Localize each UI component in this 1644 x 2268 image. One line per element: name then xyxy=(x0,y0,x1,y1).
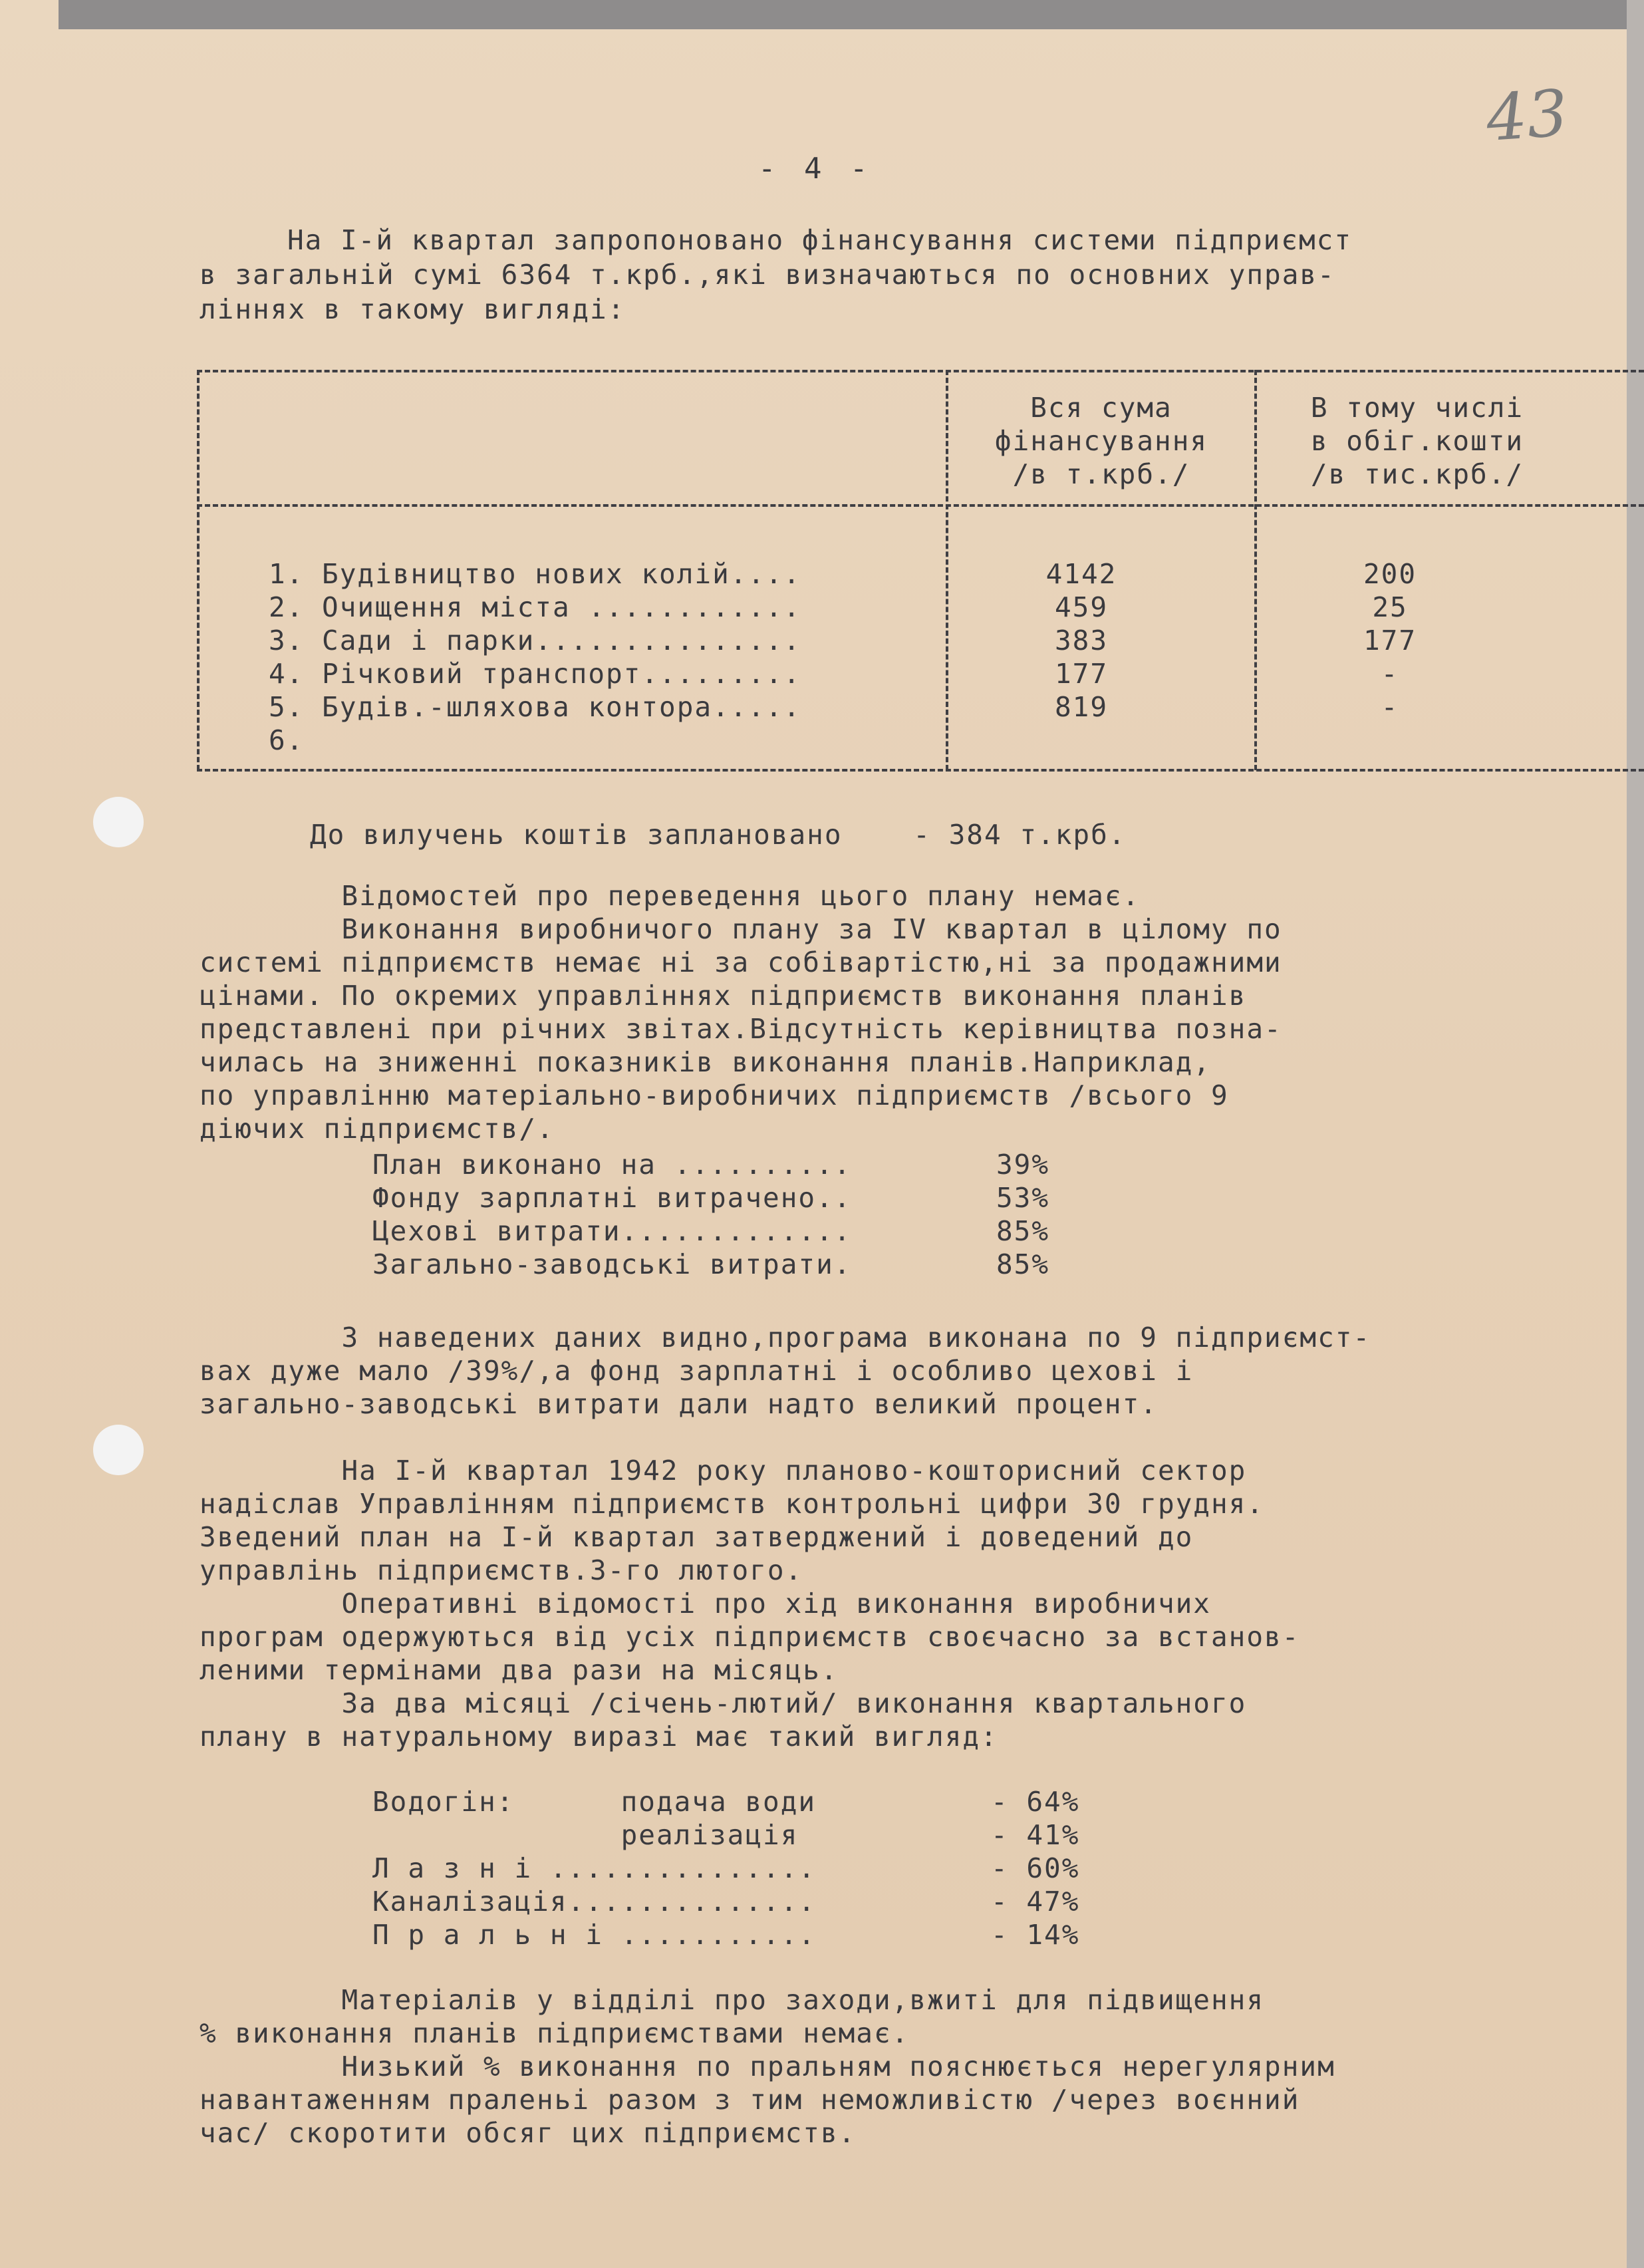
text-line: леними термінами два рази на місяць. xyxy=(200,1654,839,1686)
text-line: цінами. По окремих управліннях підприємств виконання планів xyxy=(200,980,1247,1012)
table-border xyxy=(197,370,1644,372)
text-line: надіслав Управлінням підприємств контрольні цифри 30 грудня. xyxy=(200,1488,1265,1520)
text-line: діючих підприємств/. xyxy=(200,1113,555,1145)
stat-label: Загально-заводські витрати. xyxy=(372,1248,852,1280)
row-label: 1. Будівництво нових колій.... xyxy=(269,558,801,590)
withdrawal-line: До вилучень коштів заплановано - 384 т.крб. xyxy=(310,819,1127,851)
stat-value: - 14% xyxy=(991,1919,1080,1951)
archive-page-number: 43 xyxy=(1484,75,1570,156)
text-line: Виконання виробничого плану за IV квартал в цілому по xyxy=(200,913,1282,945)
stat-label: реалізація xyxy=(372,1819,817,1851)
stat-value: - 64% xyxy=(991,1786,1080,1818)
stat-value: - 47% xyxy=(991,1886,1080,1917)
stat-value: 85% xyxy=(996,1215,1050,1247)
text-line: ліннях в такому вигляді: xyxy=(200,293,626,325)
text-line: навантаженням праленьі разом з тим неможливістю /через воєнний xyxy=(200,2084,1300,2116)
header-total-line: Вся сума xyxy=(1030,392,1172,424)
text-line: Матеріалів у відділі про заходи,вжиті для підвищення xyxy=(200,1984,1265,2016)
text-line: Зведений план на І-й квартал затверджений і доведений до xyxy=(200,1521,1194,1553)
stat-value: - 60% xyxy=(991,1852,1080,1884)
table-border xyxy=(197,769,1644,772)
text-line: вах дуже мало /39%/,а фонд зарплатні і особливо цехові і xyxy=(200,1355,1194,1387)
table-border xyxy=(197,504,1644,507)
row-working: 177 xyxy=(1363,625,1417,656)
text-line: % виконання планів підприємствами немає. xyxy=(200,2017,910,2049)
row-label: 4. Річковий транспорт......... xyxy=(269,658,801,690)
row-total: 4142 xyxy=(1045,558,1117,590)
text-line: плану в натуральному виразі має такий вигляд: xyxy=(200,1721,998,1753)
financing-table xyxy=(197,370,1644,772)
row-total: 383 xyxy=(1054,625,1109,656)
page-number: - 4 - xyxy=(758,152,873,186)
row-label: 6. xyxy=(269,724,305,756)
row-total: 177 xyxy=(1054,658,1109,690)
row-total: 459 xyxy=(1054,591,1109,623)
header-total-line: фінансування xyxy=(994,425,1208,457)
table-border xyxy=(197,370,200,770)
text-line: в загальній сумі 6364 т.крб.,які визначаються по основних управ- xyxy=(200,259,1335,291)
text-line: по управлінню матеріально-виробничих підприємств /всього 9 xyxy=(200,1079,1229,1111)
row-label: 3. Сади і парки............... xyxy=(269,625,801,656)
stat-label: Каналізація.............. xyxy=(372,1886,817,1917)
text-line: представлені при річних звітах.Відсутність керівництва позна- xyxy=(200,1013,1282,1045)
stat-label: Л а з н і ............... xyxy=(372,1852,817,1884)
stat-value: 53% xyxy=(996,1182,1050,1214)
stat-label: Водогін: подача води xyxy=(372,1786,817,1818)
text-line: Відомостей про переведення цього плану немає. xyxy=(200,880,1141,912)
text-line: час/ скоротити обсяг цих підприємств. xyxy=(200,2117,857,2149)
stat-value: - 41% xyxy=(991,1819,1080,1851)
punch-hole xyxy=(93,797,144,847)
text-line: програм одержуються від усіх підприємств своєчасно за встанов- xyxy=(200,1621,1300,1653)
stat-label: Цехові витрати............. xyxy=(372,1215,852,1247)
text-line: управлінь підприємств.3-го лютого. xyxy=(200,1554,803,1586)
row-label: 2. Очищення міста ............ xyxy=(269,591,801,623)
row-working: 200 xyxy=(1363,558,1417,590)
header-total-line: /в т.крб./ xyxy=(1012,458,1190,490)
text-line: З наведених даних видно,програма виконана по 9 підприємст- xyxy=(200,1322,1371,1353)
punch-hole xyxy=(93,1425,144,1475)
row-label: 5. Будів.-шляхова контора..... xyxy=(269,691,801,723)
text-line: За два місяці /січень-лютий/ виконання квартального xyxy=(200,1687,1247,1719)
text-line: загально-заводські витрати дали надто великий процент. xyxy=(200,1388,1158,1420)
stat-value: 85% xyxy=(996,1248,1050,1280)
text-line: Низький % виконання по пральням пояснюється нерегулярним xyxy=(200,2051,1335,2082)
text-line: Оперативні відомості про хід виконання виробничих xyxy=(200,1588,1211,1620)
header-working-line: в обіг.кошти xyxy=(1310,425,1524,457)
stat-label: План виконано на .......... xyxy=(372,1149,852,1181)
text-line: системі підприємств немає ні за собівартістю,ні за продажними xyxy=(200,946,1282,978)
text-line: На І-й квартал 1942 року планово-кошторисний сектор xyxy=(200,1455,1247,1487)
scan-right-edge xyxy=(1627,0,1644,2268)
stat-label: П р а л ь н і ........... xyxy=(372,1919,817,1951)
row-working: - xyxy=(1381,691,1399,723)
text-line: На І-й квартал запропоновано фінансування системи підприємст xyxy=(287,224,1353,256)
row-total: 819 xyxy=(1054,691,1109,723)
header-working-line: В тому числі xyxy=(1310,392,1524,424)
row-working: 25 xyxy=(1372,591,1408,623)
stat-value: 39% xyxy=(996,1149,1050,1181)
header-working-line: /в тис.крб./ xyxy=(1310,458,1524,490)
stat-label: Фонду зарплатні витрачено.. xyxy=(372,1182,852,1214)
row-working: - xyxy=(1381,658,1399,690)
scan-top-edge xyxy=(59,0,1644,29)
text-line: чилась на зниженні показників виконання планів.Наприклад, xyxy=(200,1046,1211,1078)
